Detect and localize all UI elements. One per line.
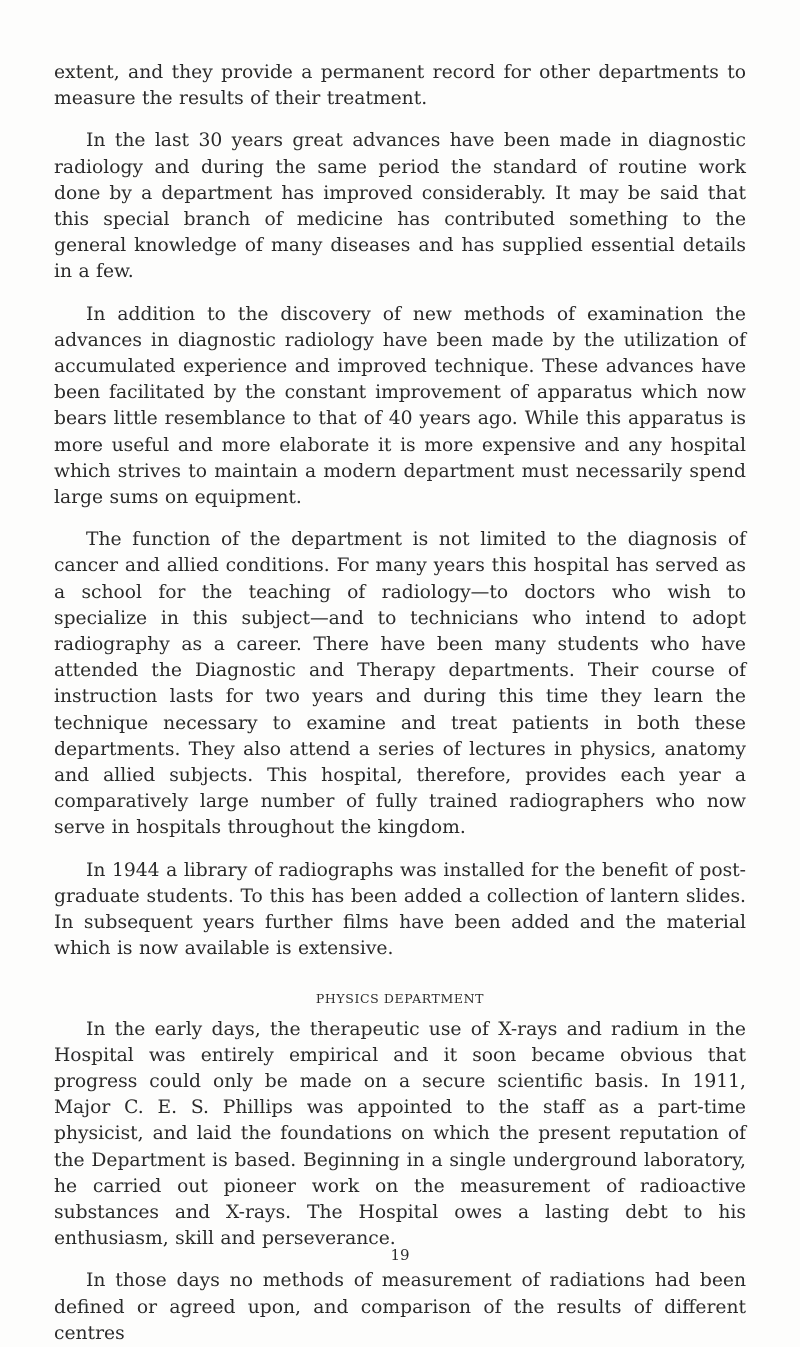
paragraph-library: In 1944 a library of radiographs was installed for the benefit of postgraduate students. To this has been added a collection of lantern slides. In subsequent years further films have been added and the material which is now available is extensive.	[54, 859, 746, 960]
paragraph-continuation: extent, and they provide a permanent record for other departments to measure the results of their treatment.	[54, 62, 746, 110]
paragraph-early-days: In the early days, the therapeutic use of X-rays and radium in the Hospital was entirely empirical and it soon became obvious that progress could only be made on a secure scientific basis. In 1911, Major C. E. S. Phillips was appointed to the staff as a part-time physicist, and laid the foundations on which the present reputation of the Department is based. Beginning in a single underground laboratory, he carried out pioneer work on the measurement of radioactive substances and X-rays. The Hospital owes a lasting debt to his enthusiasm, skill and perseverance.	[54, 1018, 746, 1250]
paragraph-department-function: The function of the department is not limited to the diagnosis of cancer and allied conditions. For many years this hospital has served as a school for the teaching of radiology—to doctors who wish to specialize in this subject—and to technicians who intend to adopt radiography as a career. There have been many students who have attended the Diagnostic and Therapy departments. Their course of instruction lasts for two years and during this time they learn the technique necessary to examine and treat patients in both these departments. They also attend a series of lectures in physics, anatomy and allied subjects. This hospital, therefore, provides each year a comparatively large number of fully trained radiographers who now serve in hospitals throughout the kingdom.	[54, 529, 746, 839]
document-page	[54, 60, 746, 1347]
paragraph-new-methods: In addition to the discovery of new methods of examination the advances in diagnostic radiology have been made by the utilization of accumulated experience and improved technique. These advances have been facilitated by the constant improvement of apparatus which now bears little resemblance to that of 40 years ago. While this apparatus is more useful and more elaborate it is more expensive and any hospital which strives to maintain a modern department must necessarily spend large sums on equipment.	[54, 303, 746, 509]
section-heading: PHYSICS DEPARTMENT	[315, 990, 485, 1006]
paragraph-diagnostic-advances: In the last 30 years great advances have been made in diagnostic radiology and during the same period the standard of routine work done by a department has improved considerably. It may be said that this special branch of medicine has contributed something to the general knowledge of many diseases and has supplied essential details in a few.	[54, 130, 746, 283]
paragraph-measurement: In those days no methods of measurement of radiations had been defined or agreed upon, and comparison of the results of different centres	[54, 1270, 746, 1344]
page-number: 19	[390, 1246, 410, 1264]
